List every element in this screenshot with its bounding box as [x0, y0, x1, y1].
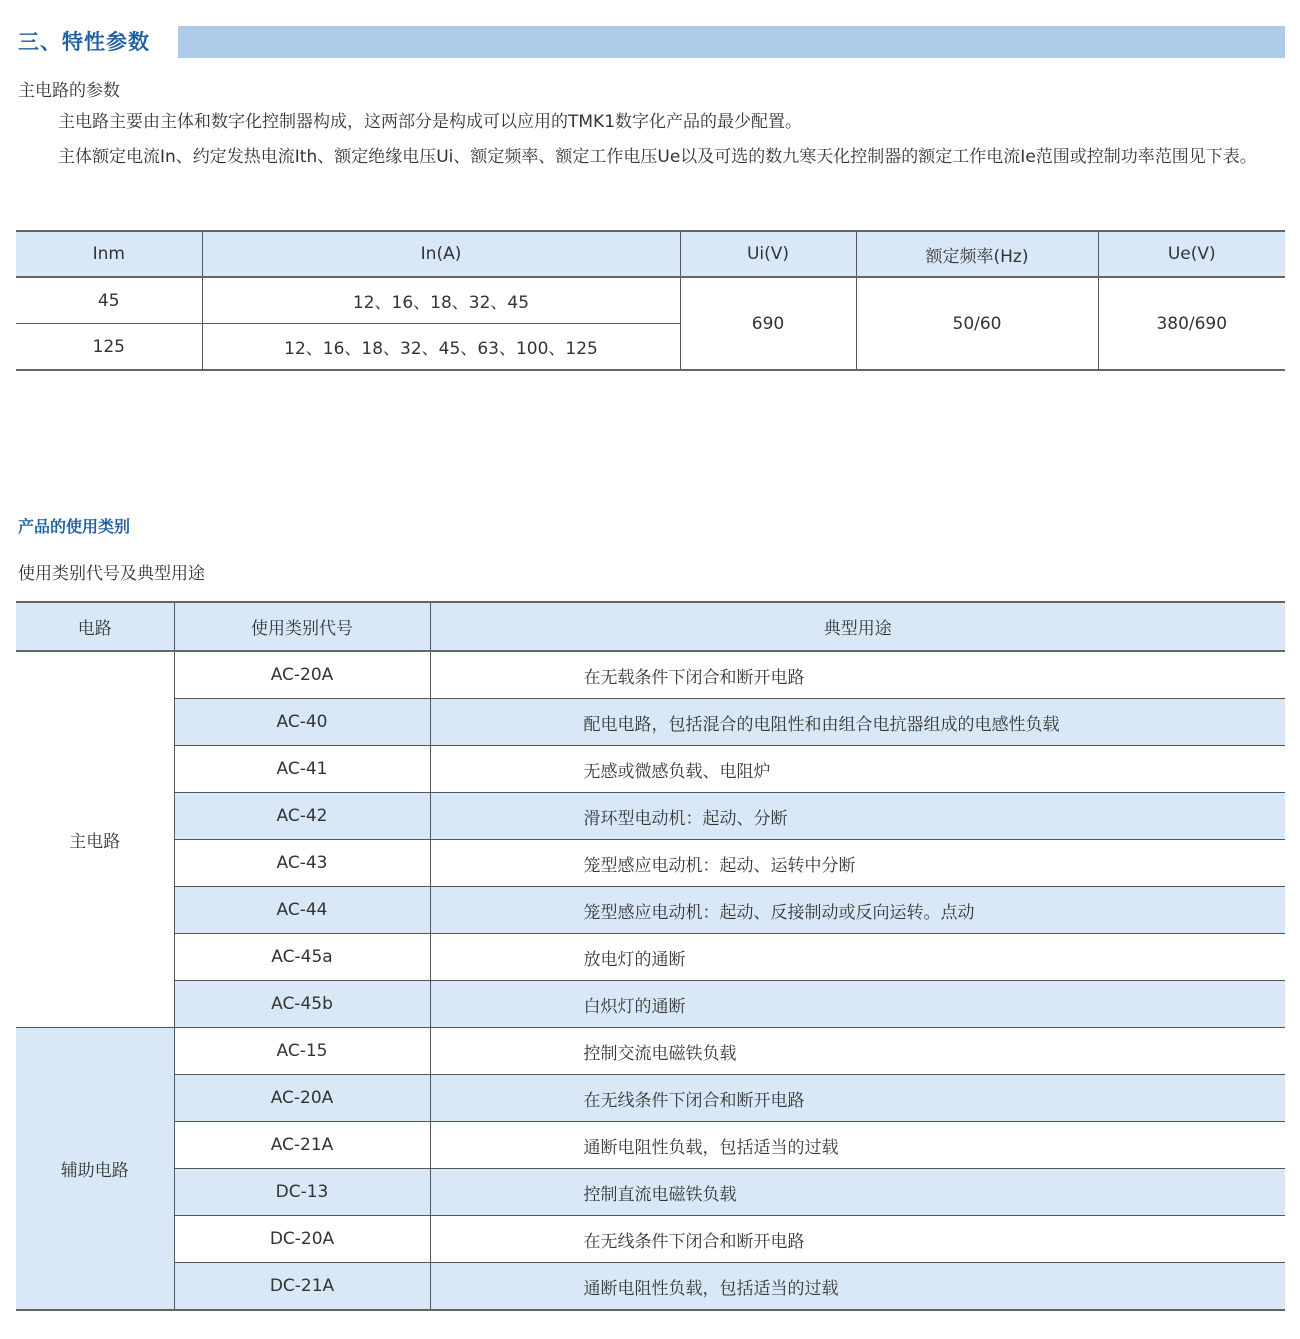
section-title-bar — [178, 26, 1285, 58]
usage-code: AC-45b — [174, 981, 430, 1028]
usage-header-use: 典型用途 — [430, 602, 1285, 651]
usage-row — [16, 934, 1285, 981]
usage-use: 控制交流电磁铁负载 — [430, 1028, 1285, 1075]
usage-use: 白炽灯的通断 — [430, 981, 1285, 1028]
params-cell-ue: 380/690 — [1098, 277, 1285, 370]
section-title: 三、特性参数 — [18, 30, 150, 54]
usage-code: AC-20A — [174, 1075, 430, 1122]
params-cell-freq: 50/60 — [856, 277, 1098, 370]
usage-code: DC-20A — [174, 1216, 430, 1263]
usage-code: DC-21A — [174, 1263, 430, 1311]
usage-row — [16, 981, 1285, 1028]
usage-row — [16, 793, 1285, 840]
usage-row — [16, 1122, 1285, 1169]
usage-row — [16, 699, 1285, 746]
usage-row — [16, 887, 1285, 934]
params-header-freq: 额定频率(Hz) — [856, 231, 1098, 277]
params-cell-in: 12、16、18、32、45、63、100、125 — [202, 324, 680, 371]
usage-use: 通断电阻性负载，包括适当的过载 — [430, 1263, 1285, 1311]
usage-use: 控制直流电磁铁负载 — [430, 1169, 1285, 1216]
usage-code: AC-44 — [174, 887, 430, 934]
usage-row — [16, 1169, 1285, 1216]
usage-code: AC-20A — [174, 651, 430, 699]
params-cell-inm: 45 — [16, 277, 202, 324]
params-cell-in: 12、16、18、32、45 — [202, 277, 680, 324]
usage-use: 配电电路，包括混合的电阻性和由组合电抗器组成的电感性负载 — [430, 699, 1285, 746]
usage-row — [16, 1075, 1285, 1122]
params-header-row — [16, 231, 1285, 277]
usage-header-row — [16, 602, 1285, 651]
usage-code: AC-41 — [174, 746, 430, 793]
main-circuit-label: 主电路的参数 — [18, 81, 120, 101]
usage-header-circuit: 电路 — [16, 602, 174, 651]
main-circuit-para-1: 主电路主要由主体和数字化控制器构成，这两部分是构成可以应用的TMK1数字化产品的最少配置。 — [58, 112, 803, 132]
usage-code: AC-42 — [174, 793, 430, 840]
main-circuit-para-2: 主体额定电流In、约定发热电流Ith、额定绝缘电压Ui、额定频率、额定工作电压Ue以及可选的数九寒天化控制器的额定工作电流Ie范围或控制功率范围见下表。 — [58, 147, 1257, 167]
params-cell-inm: 125 — [92, 336, 125, 357]
usage-code: DC-13 — [174, 1169, 430, 1216]
params-cell-ui: 690 — [680, 277, 856, 370]
usage-label: 使用类别代号及典型用途 — [18, 564, 205, 584]
usage-row — [16, 1216, 1285, 1263]
usage-use: 在无载条件下闭合和断开电路 — [430, 651, 1285, 699]
usage-use: 无感或微感负载、电阻炉 — [430, 746, 1285, 793]
section-header — [18, 24, 1285, 58]
usage-header-code: 使用类别代号 — [174, 602, 430, 651]
usage-code: AC-40 — [174, 699, 430, 746]
usage-use: 笼型感应电动机：起动、反接制动或反向运转。点动 — [430, 887, 1285, 934]
usage-code: AC-45a — [174, 934, 430, 981]
usage-code: AC-21A — [174, 1122, 430, 1169]
params-header-in: In(A) — [202, 231, 680, 277]
usage-code: AC-15 — [174, 1028, 430, 1075]
usage-group-main: 主电路 — [16, 651, 174, 1028]
usage-use: 滑环型电动机：起动、分断 — [430, 793, 1285, 840]
usage-row — [16, 746, 1285, 793]
usage-use: 放电灯的通断 — [430, 934, 1285, 981]
usage-use: 笼型感应电动机：起动、运转中分断 — [430, 840, 1285, 887]
params-header-ui: Ui(V) — [680, 231, 856, 277]
params-header-ue: Ue(V) — [1098, 231, 1285, 277]
usage-use: 在无线条件下闭合和断开电路 — [430, 1216, 1285, 1263]
usage-use: 在无线条件下闭合和断开电路 — [430, 1075, 1285, 1122]
usage-row — [16, 840, 1285, 887]
usage-heading: 产品的使用类别 — [18, 517, 131, 536]
params-header-inm: Inm — [16, 231, 202, 277]
params-row — [16, 277, 1285, 324]
usage-table — [16, 601, 1285, 1311]
usage-row — [16, 1263, 1285, 1311]
usage-code: AC-43 — [174, 840, 430, 887]
usage-row — [16, 651, 1285, 699]
usage-row — [16, 1028, 1285, 1075]
usage-group-aux: 辅助电路 — [16, 1028, 174, 1311]
usage-use: 通断电阻性负载，包括适当的过载 — [430, 1122, 1285, 1169]
params-table — [16, 230, 1285, 371]
